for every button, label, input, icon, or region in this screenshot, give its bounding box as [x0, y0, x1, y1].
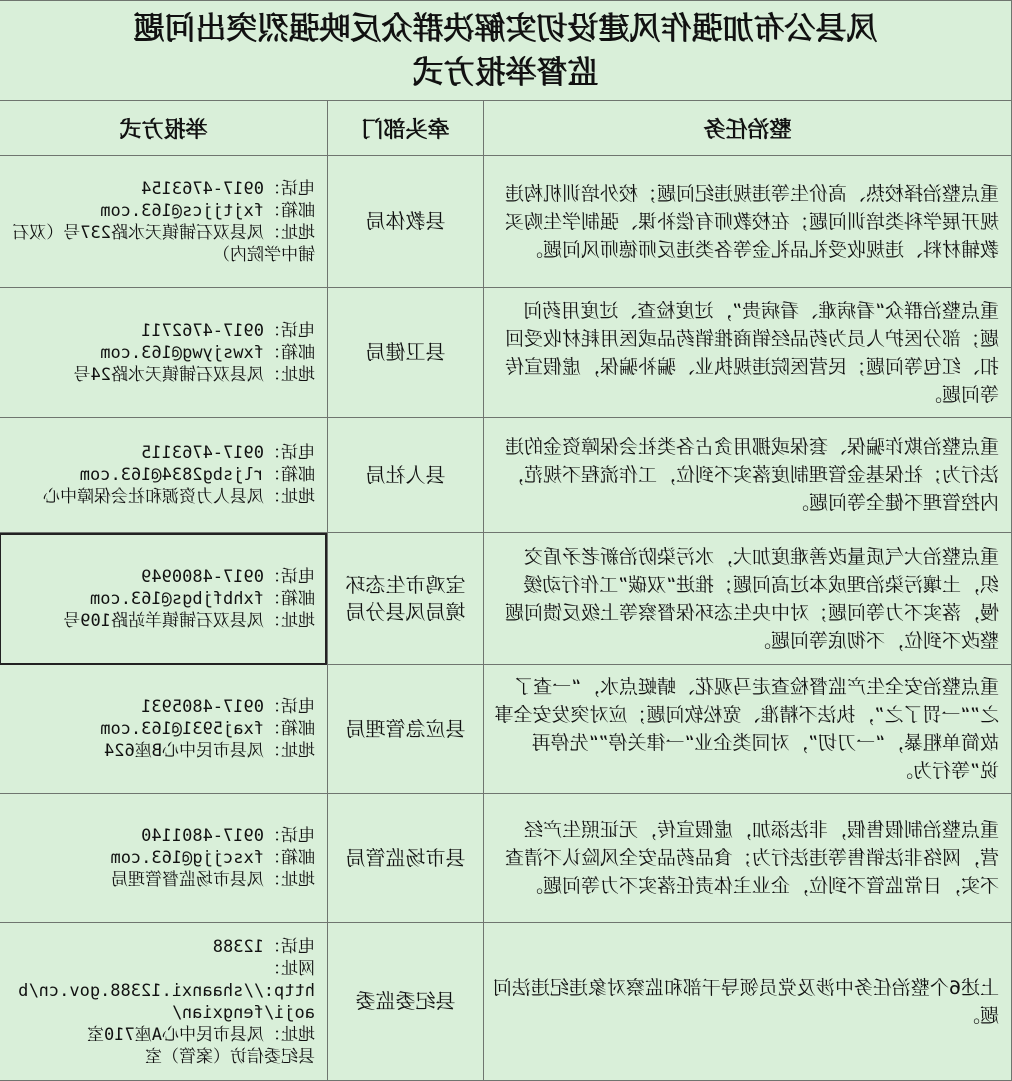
- table-row: [0, 418, 1012, 533]
- header-report: 举报方式: [0, 101, 328, 156]
- email-text: 邮箱：rljsbg2834@163.com: [79, 465, 315, 485]
- phone-text: 电话：0917-4763115: [141, 443, 315, 463]
- contact-cell: [0, 794, 328, 923]
- contact-cell: [0, 418, 328, 533]
- dept-cell: 县人社局: [328, 418, 484, 533]
- dept-cell: 县应急管理局: [328, 665, 484, 794]
- task-cell: 重点整治择校热、高价生等违规违纪问题；校外培训机构违规开展学科类培训问题；在校教师有偿补课、强制学生购买教辅材料、违规收受礼品礼金等各类违反师德师风问题。: [484, 156, 1012, 288]
- email-text: 邮箱：fxjtjjcs@163.com: [100, 200, 315, 221]
- email-text: 邮箱：fxhbfjbgs@163.com: [90, 588, 315, 609]
- phone-text: 电话：0917-4801140: [141, 826, 315, 846]
- phone-text: 电话：0917-4763154: [141, 178, 315, 199]
- title-line-1: 凤县公布加强作风建设切实解决群众反映强烈突出问题: [133, 10, 878, 47]
- page-title: [0, 1, 1012, 101]
- address-text: 地址：凤县双石铺镇天水路24号: [73, 364, 315, 385]
- table-row: [0, 156, 1012, 288]
- table-row: [0, 665, 1012, 794]
- phone-text: 电话：12388: [212, 936, 315, 957]
- phone-text: 电话：0917-4805931: [141, 697, 315, 717]
- table-row: [0, 794, 1012, 923]
- contact-cell-selected: [0, 533, 328, 665]
- address-text: 地址：凤县人力资源和社会保障中心: [43, 487, 315, 507]
- address-text: 地址：凤县市民中心B座624: [104, 741, 315, 761]
- table-row: [0, 288, 1012, 418]
- contact-cell: [0, 665, 328, 794]
- dept-cell: 县市场监管局: [328, 794, 484, 923]
- address-text: 地址：凤县双石铺镇羊站路109号: [63, 610, 315, 631]
- task-cell: 上述6个整治任务中涉及党员领导干部和监察对象违纪违法问题。: [484, 923, 1012, 1081]
- dept-cell: 县教体局: [328, 156, 484, 288]
- title-line-2: 监督举报方式: [412, 54, 599, 91]
- web-label: 网址：: [264, 958, 315, 979]
- phone-text: 电话：0917-4762711: [141, 320, 315, 341]
- email-text: 邮箱：fxscjjg@163.com: [110, 848, 315, 868]
- contact-cell: [0, 923, 328, 1081]
- contact-cell: [0, 288, 328, 418]
- phone-text: 电话：0917-4800949: [141, 566, 315, 587]
- task-cell: 重点整治大气质量改善难度加大，水污染防治新老矛盾交织，土壤污染治理成本过高问题；推进“双碳”工作行动缓慢，落实不力等问题；对中央生态环保督察等上级反馈问题整改不到位，不彻底等问题。: [484, 533, 1012, 665]
- task-cell: 重点整治安全生产监督检查走马观花、蜻蜓点水，“一查了之”“一罚了之”，执法不精准、宽松软问题；应对突发安全事故简单粗暴，“一刀切”，对同类企业“一律关停”“先停再说”等行为。: [484, 665, 1012, 794]
- email-text: 邮箱：fxaj5931@163.com: [100, 719, 315, 739]
- task-cell: 重点整治群众“看病难、看病贵”，过度检查、过度用药问题；部分医护人员为药品经销商推销药品或医用耗材收受回扣、红包等问题；民营医院违规执业、骗补骗保，虚假宣传等问题。: [484, 288, 1012, 418]
- address-text: 地址：凤县市场监督管理局: [111, 870, 315, 890]
- address-text: 地址：凤县双石铺镇天水路237号（双石铺中学院内）: [12, 222, 315, 265]
- dept-cell: 宝鸡市生态环境局凤县分局: [328, 533, 484, 665]
- dept-cell: 县卫健局: [328, 288, 484, 418]
- header-dept: 牵头部门: [328, 101, 484, 156]
- email-text: 邮箱：fxwsjywg@163.com: [100, 342, 315, 363]
- address-text: 地址：凤县市民中心A座710室: [87, 1024, 315, 1045]
- web-url: http://shaanxi.12388.gov.cn/baoji/fengxian/: [18, 980, 315, 1023]
- office-text: 县纪委信访（案管）室: [145, 1046, 315, 1067]
- header-task: 整治任务: [484, 101, 1012, 156]
- task-cell: 重点整治制假售假，非法添加，虚假宣传，无证照生产经营，网络非法销售等违法行为；食品药品安全风险认不清查不实，日常监管不到位，企业主体责任落实不力等问题。: [484, 794, 1012, 923]
- task-cell: 重点整治欺诈骗保、套保或挪用贪占各类社会保障资金的违法行为；社保基金管理制度落实不到位，工作流程不规范，内控管理不健全等问题。: [484, 418, 1012, 533]
- table-row: [0, 923, 1012, 1081]
- dept-cell: 县纪委监委: [328, 923, 484, 1081]
- table-row: [0, 533, 1012, 665]
- contact-cell: [0, 156, 328, 288]
